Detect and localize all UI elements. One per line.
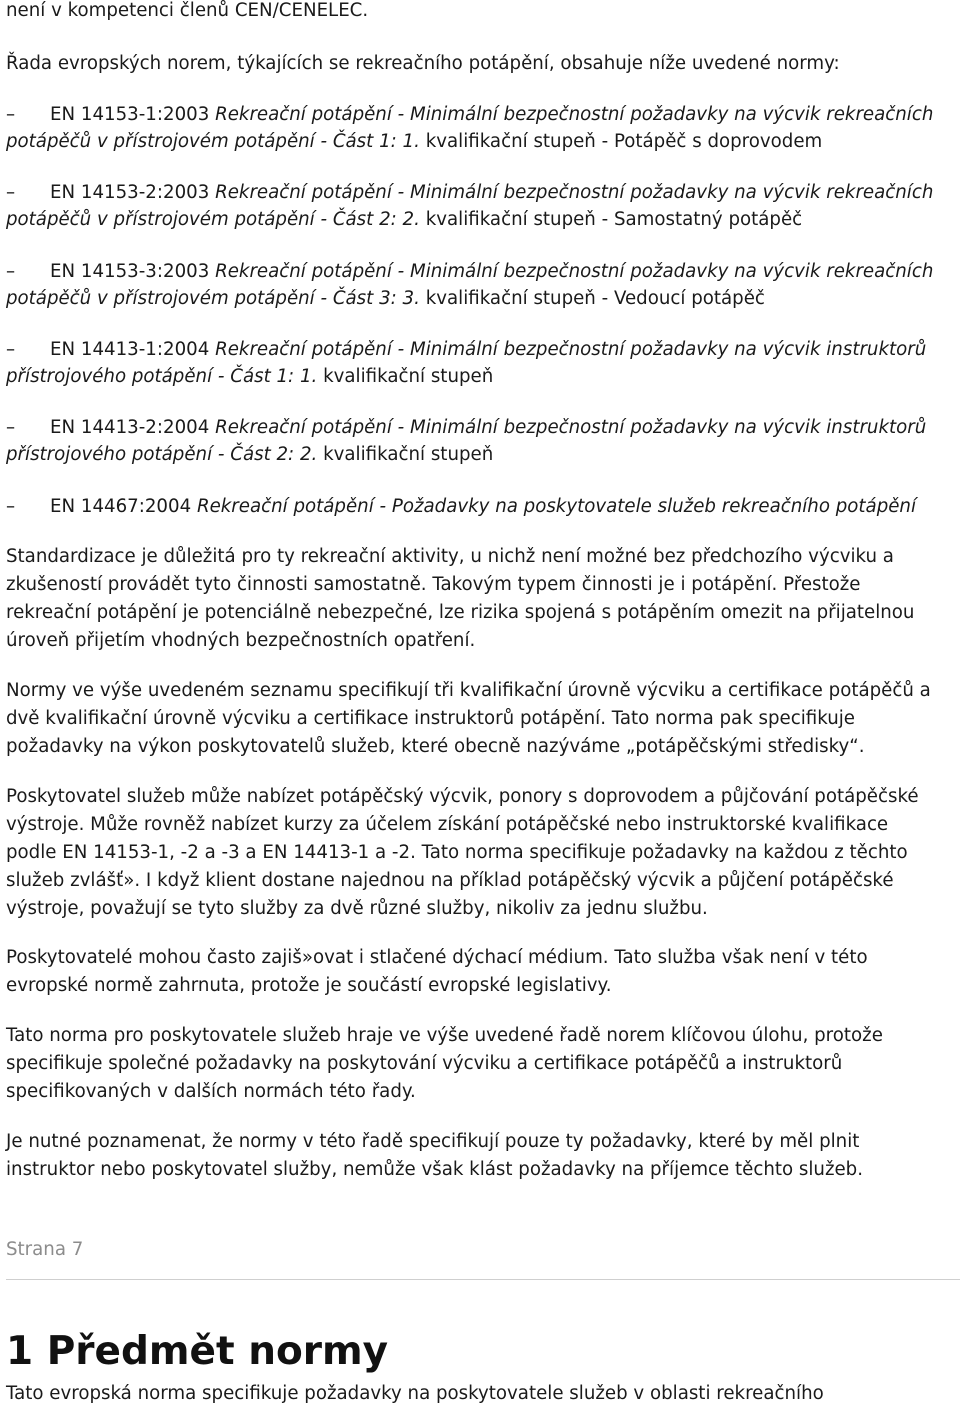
list-dash: – [6,182,16,203]
paragraph-line: rekreační potápění je potenciálně nebezpečné, lze rizika spojená s potápěním omezit na přijatelnou [6,602,915,623]
paragraph-line: požadavky na výkon poskytovatelů služeb, které obecně nazýváme „potápěčskými středisky“. [6,736,865,757]
paragraph-medium [6,944,958,1000]
norm-title: Rekreační potápění - Minimální bezpečnostní požadavky na výcvik instruktorů [215,417,927,438]
paragraph-klicova-uloha [6,1022,958,1106]
list-dash: – [6,261,16,282]
paragraph-line: Normy ve výše uvedeném seznamu specifikují tři kvalifikační úrovně výcviku a certifikace potápěčů a [6,680,931,701]
norm-tail: kvalifikační stupeň - Samostatný potápěč [425,209,803,230]
paragraph-line: Tato norma pro poskytovatele služeb hraje ve výše uvedené řadě norem klíčovou úlohu, protože [6,1025,883,1046]
paragraph-line: výstroje. Může rovněž nabízet kurzy za účelem získání potápěčské nebo instruktorské kvalifikace [6,814,889,835]
norm-title-cont: přístrojového potápění - Část 2: 2. [6,444,318,465]
section-first-line: Tato evropská norma specifikuje požadavky na poskytovatele služeb v oblasti rekreačního [6,1383,824,1404]
page-number-label: Strana 7 [6,1239,84,1260]
paragraph-line: evropské normě zahrnuta, protože je součástí evropské legislativy. [6,975,612,996]
norm-tail: kvalifikační stupeň [323,444,494,465]
norm-item [6,179,956,233]
norm-code: EN 14413-2:2004 [50,417,210,438]
paragraph-line: zkušeností provádět tyto činnosti samostatně. Takovým typem činnosti je i potápění. Přestože [6,574,861,595]
norm-code: EN 14153-2:2003 [50,182,210,203]
intro-line-2: Řada evropských norem, týkajících se rekreačního potápění, obsahuje níže uvedené normy: [6,53,840,74]
section-heading: 1 Předmět normy [6,1329,389,1375]
list-dash: – [6,496,16,517]
list-dash: – [6,104,16,125]
norm-item [6,258,956,312]
list-dash: – [6,417,16,438]
norm-title: Rekreační potápění - Minimální bezpečnostní požadavky na výcvik rekreačních [215,182,934,203]
norm-title-cont: přístrojového potápění - Část 1: 1. [6,366,318,387]
paragraph-line: instruktor nebo poskytovatel služby, nemůže však klást požadavky na příjemce těchto služeb. [6,1159,864,1180]
norm-title: Rekreační potápění - Požadavky na poskytovatele služeb rekreačního potápění [196,496,917,517]
page-divider [6,1279,960,1280]
norm-tail: kvalifikační stupeň - Potápěč s doprovodem [425,131,823,152]
paragraph-poskytovatel [6,783,958,923]
paragraph-line: úroveň přijetím vhodných bezpečnostních opatření. [6,630,476,651]
paragraph-line: Standardizace je důležitá pro ty rekreační aktivity, u nichž není možné bez předchozího výcviku a [6,546,894,567]
norm-code: EN 14413-1:2004 [50,339,210,360]
norm-title-cont: potápěčů v přístrojovém potápění - Část 1: 1. [6,131,420,152]
paragraph-standardizace [6,543,958,655]
norm-title: Rekreační potápění - Minimální bezpečnostní požadavky na výcvik instruktorů [215,339,927,360]
paragraph-line: služeb zvlášť». I když klient dostane najednou na příklad potápěčský výcvik a půjčení potápěčské [6,870,894,891]
norm-title: Rekreační potápění - Minimální bezpečnostní požadavky na výcvik rekreačních [215,261,934,282]
paragraph-line: Poskytovatel služeb může nabízet potápěčský výcvik, ponory s doprovodem a půjčování potápěčské [6,786,919,807]
norm-tail: kvalifikační stupeň [323,366,494,387]
paragraph-poznamka [6,1128,958,1184]
norm-title-cont: potápěčů v přístrojovém potápění - Část 3: 3. [6,288,420,309]
norm-code: EN 14153-1:2003 [50,104,210,125]
list-dash: – [6,339,16,360]
norm-item [6,414,956,468]
paragraph-line: specifikovaných v dalších normách této řady. [6,1081,416,1102]
paragraph-line: Poskytovatelé mohou často zajiš»ovat i stlačené dýchací médium. Tato služba však není v této [6,947,868,968]
intro-line-1: není v kompetenci členů CEN/CENELEC. [6,0,369,21]
norm-code: EN 14153-3:2003 [50,261,210,282]
paragraph-line: podle EN 14153-1, -2 a -3 a EN 14413-1 a -2. Tato norma specifikuje požadavky na každou z těchto [6,842,908,863]
paragraph-line: výstroje, považují se tyto služby za dvě různé služby, nikoliv za jednu službu. [6,898,708,919]
paragraph-line: dvě kvalifikační úrovně výcviku a certifikace instruktorů potápění. Tato norma pak specifikuje [6,708,855,729]
norm-item [6,101,956,155]
norm-code: EN 14467:2004 [50,496,192,517]
paragraph-normy [6,677,958,761]
norm-item [6,336,956,390]
norm-title: Rekreační potápění - Minimální bezpečnostní požadavky na výcvik rekreačních [215,104,934,125]
norm-title-cont: potápěčů v přístrojovém potápění - Část 2: 2. [6,209,420,230]
norm-item [6,493,956,520]
paragraph-line: specifikuje společné požadavky na poskytování výcviku a certifikace potápěčů a instruktorů [6,1053,843,1074]
norm-tail: kvalifikační stupeň - Vedoucí potápěč [425,288,765,309]
paragraph-line: Je nutné poznamenat, že normy v této řadě specifikují pouze ty požadavky, které by měl plnit [6,1131,860,1152]
